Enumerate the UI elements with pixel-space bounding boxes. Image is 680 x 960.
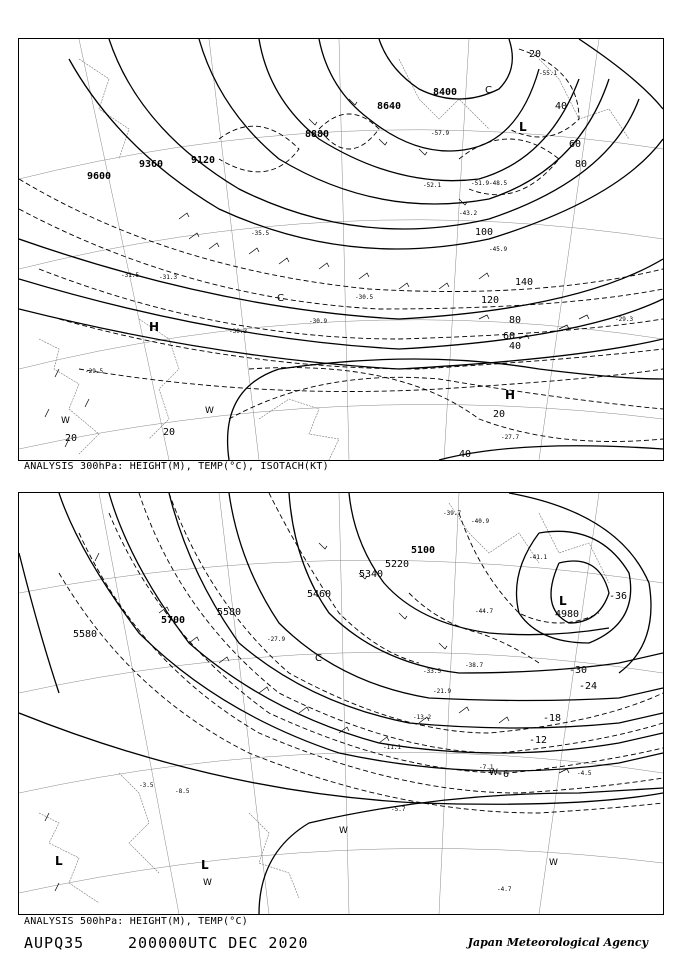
- station-temp: -27.9: [267, 636, 286, 643]
- chart-300hpa: [18, 38, 664, 461]
- low-center-symbol: L: [559, 594, 567, 608]
- station-temp: -33.5: [423, 668, 442, 675]
- station-temp: -5.7: [391, 806, 406, 813]
- station-temp: -3.5: [139, 782, 154, 789]
- station-temp: -4.5: [577, 770, 592, 777]
- height-contours: [19, 493, 663, 914]
- station-temp: -55.1: [539, 70, 558, 77]
- caption-300hpa: ANALYSIS 300hPa: HEIGHT(M), TEMP(°C), ISOTACH(KT): [24, 461, 329, 472]
- low-center-symbol: L: [201, 858, 209, 872]
- isotach-label: 40: [555, 101, 568, 112]
- height-label: 5460: [307, 589, 332, 600]
- height-labels-300: [87, 87, 457, 182]
- station-temp: -31.3: [159, 274, 178, 281]
- warm-center-symbol: W: [61, 416, 70, 426]
- isotach-label: 80: [509, 315, 522, 326]
- height-label: 8640: [377, 101, 402, 112]
- isotach-label: 60: [569, 139, 582, 150]
- agency-name: Japan Meteorological Agency: [467, 936, 648, 949]
- temp-label: -12: [529, 735, 548, 746]
- valid-time: 200000UTC DEC 2020: [128, 934, 309, 952]
- station-temp: -35.5: [251, 230, 270, 237]
- isotach-label: 100: [475, 227, 494, 238]
- temp-label: -30: [569, 665, 588, 676]
- station-temp: -13.2: [413, 714, 432, 721]
- product-code: AUPQ35: [24, 934, 85, 952]
- cold-center-symbol: C: [315, 653, 322, 664]
- station-temps-300: [85, 70, 633, 441]
- temp-label: -6: [497, 769, 510, 780]
- station-temp: -40.9: [471, 518, 490, 525]
- warm-center-symbol: W: [489, 768, 498, 778]
- chart-500hpa: [18, 492, 664, 915]
- temp-label: -18: [543, 713, 562, 724]
- isotach-label: 20: [529, 49, 542, 60]
- coastlines: [39, 503, 609, 903]
- station-temp: -39.7: [443, 510, 462, 517]
- height-label: 5700: [161, 615, 186, 626]
- low-center-symbol: L: [519, 120, 527, 134]
- station-temp: -44.7: [475, 608, 494, 615]
- station-temp: -30.9: [309, 318, 328, 325]
- map-300hpa: [19, 39, 663, 460]
- warm-center-symbol: W: [339, 826, 348, 836]
- station-temp: -4.7: [497, 886, 512, 893]
- height-labels-500: [73, 545, 579, 640]
- height-label: 9360: [139, 159, 164, 170]
- warm-center-symbol: W: [205, 406, 214, 416]
- isotach-label: 60: [503, 331, 516, 342]
- pressure-centers-500: [55, 594, 567, 888]
- station-temp: -11.1: [383, 744, 402, 751]
- station-temp: -30.5: [355, 294, 374, 301]
- high-center-symbol: H: [149, 320, 160, 334]
- station-temp: -51.9: [471, 180, 490, 187]
- station-temp: -29.3: [615, 316, 634, 323]
- station-temp: -8.5: [175, 788, 190, 795]
- station-temp: -45.9: [489, 246, 508, 253]
- low-center-symbol: L: [55, 854, 63, 868]
- station-temp: -41.1: [529, 554, 548, 561]
- isotach-label: 40: [509, 341, 522, 352]
- map-500hpa: [19, 493, 663, 914]
- temp-label: -24: [579, 681, 598, 692]
- caption-500hpa: ANALYSIS 500hPa: HEIGHT(M), TEMP(°C): [24, 916, 248, 927]
- warm-center-symbol: W: [203, 878, 212, 888]
- pressure-centers-300: [61, 85, 527, 426]
- station-temp: -27.7: [501, 434, 520, 441]
- station-temp: -31.5: [121, 272, 140, 279]
- cold-center-symbol: C: [277, 293, 284, 304]
- cold-center-symbol: C: [485, 85, 492, 96]
- station-temp: -52.1: [423, 182, 442, 189]
- isotach-label: 40: [459, 449, 472, 460]
- station-temp: -48.5: [489, 180, 508, 187]
- station-temp: -7.1: [479, 764, 494, 771]
- height-label: 9600: [87, 171, 112, 182]
- height-label: 5100: [411, 545, 436, 556]
- height-label: 5340: [359, 569, 384, 580]
- warm-center-symbol: W: [549, 858, 558, 868]
- height-label: 5220: [385, 559, 410, 570]
- height-label: 5580: [73, 629, 98, 640]
- isotach-label: 120: [481, 295, 500, 306]
- height-label: 8400: [433, 87, 458, 98]
- coastlines: [39, 59, 629, 460]
- station-temp: -30.3: [229, 328, 248, 335]
- height-label: 5580: [217, 607, 242, 618]
- height-label: 8880: [305, 129, 330, 140]
- station-temp: -21.9: [433, 688, 452, 695]
- isotach-label: 20: [493, 409, 506, 420]
- isotach-label: 80: [575, 159, 588, 170]
- temp-label: -36: [609, 591, 628, 602]
- station-temp: -57.9: [431, 130, 450, 137]
- station-temp: -38.7: [465, 662, 484, 669]
- height-label: 4980: [555, 609, 580, 620]
- isotach-label: 20: [163, 427, 176, 438]
- high-center-symbol: H: [505, 388, 516, 402]
- station-temp: -29.5: [85, 368, 104, 375]
- isotach-label: 140: [515, 277, 534, 288]
- station-temp: -43.2: [459, 210, 478, 217]
- height-label: 9120: [191, 155, 216, 166]
- isotach-label: 20: [65, 433, 78, 444]
